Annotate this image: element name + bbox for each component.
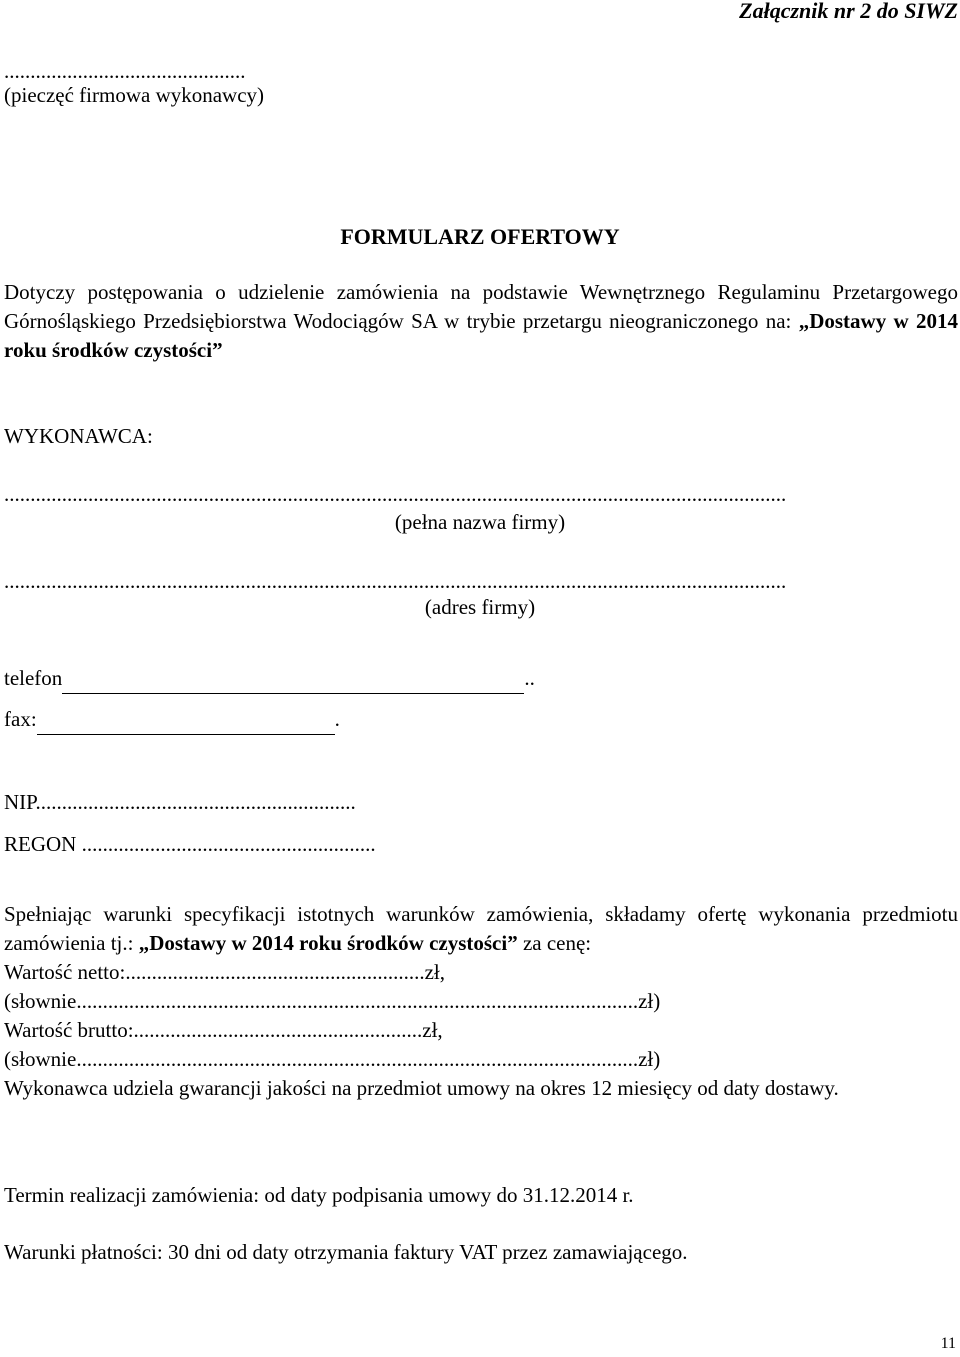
fax-row bbox=[4, 705, 340, 735]
payment-terms: Warunki płatności: 30 dni od daty otrzymania faktury VAT przez zamawiającego. bbox=[4, 1240, 688, 1264]
regon-field[interactable]: REGON ........................................................ bbox=[4, 832, 376, 856]
net-value-words-field[interactable]: (słownie...........................................................................................................zł) bbox=[4, 989, 661, 1013]
intro-subject: „Dostawy w 2014 roku środków czystości” bbox=[4, 309, 958, 362]
price-section bbox=[4, 958, 958, 1103]
company-address-caption: (adres firmy) bbox=[424, 595, 536, 619]
delivery-deadline: Termin realizacji zamówienia: od daty podpisania umowy do 31.12.2014 r. bbox=[4, 1183, 634, 1207]
attachment-header: Załącznik nr 2 do SIWZ bbox=[739, 0, 958, 23]
fax-tail: . bbox=[334, 707, 340, 731]
guarantee-paragraph: Wykonawca udziela gwarancji jakości na przedmiot umowy na okres 12 miesięcy od daty dostawy. bbox=[4, 1076, 839, 1100]
offer-subject: „Dostawy w 2014 roku środków czystości” bbox=[138, 931, 518, 955]
company-address-field[interactable]: ..................................................................................................................................................... bbox=[4, 569, 787, 593]
form-title: FORMULARZ OFERTOWY bbox=[340, 224, 620, 249]
intro-text: Dotyczy postępowania o udzielenie zamówienia na podstawie Wewnętrznego Regulaminu Przetargowego Górnośląskiego Przedsiębiorstwa Wodociągów SA w trybie przetargu nieograniczonego na: bbox=[4, 280, 958, 333]
nip-field[interactable]: NIP............................................................. bbox=[4, 790, 356, 814]
offer-text: Spełniając warunki specyfikacji istotnych warunków zamówienia, składamy ofertę wykonania przedmiotu zamówienia tj.: bbox=[4, 902, 958, 955]
page-number: 11 bbox=[940, 1335, 956, 1352]
offer-suffix: za cenę: bbox=[517, 931, 592, 955]
net-value-field[interactable]: Wartość netto:.........................................................zł, bbox=[4, 960, 446, 984]
contractor-label: WYKONAWCA: bbox=[4, 424, 153, 448]
fax-field[interactable] bbox=[37, 705, 335, 735]
company-stamp-placeholder: .............................................. bbox=[4, 59, 246, 83]
fax-label: fax: bbox=[4, 707, 37, 731]
company-stamp-label: (pieczęć firmowa wykonawcy) bbox=[4, 83, 265, 107]
company-name-field[interactable]: ..................................................................................................................................................... bbox=[4, 482, 787, 506]
gross-value-field[interactable]: Wartość brutto:.......................................................zł, bbox=[4, 1018, 443, 1042]
gross-value-words-field[interactable]: (słownie...........................................................................................................zł) bbox=[4, 1047, 661, 1071]
offer-paragraph bbox=[4, 900, 958, 958]
company-name-caption: (pełna nazwa firmy) bbox=[394, 510, 566, 534]
phone-label: telefon bbox=[4, 666, 63, 690]
phone-field[interactable] bbox=[62, 664, 524, 694]
intro-paragraph bbox=[4, 278, 958, 365]
phone-row bbox=[4, 664, 535, 694]
phone-tail: .. bbox=[524, 666, 535, 690]
